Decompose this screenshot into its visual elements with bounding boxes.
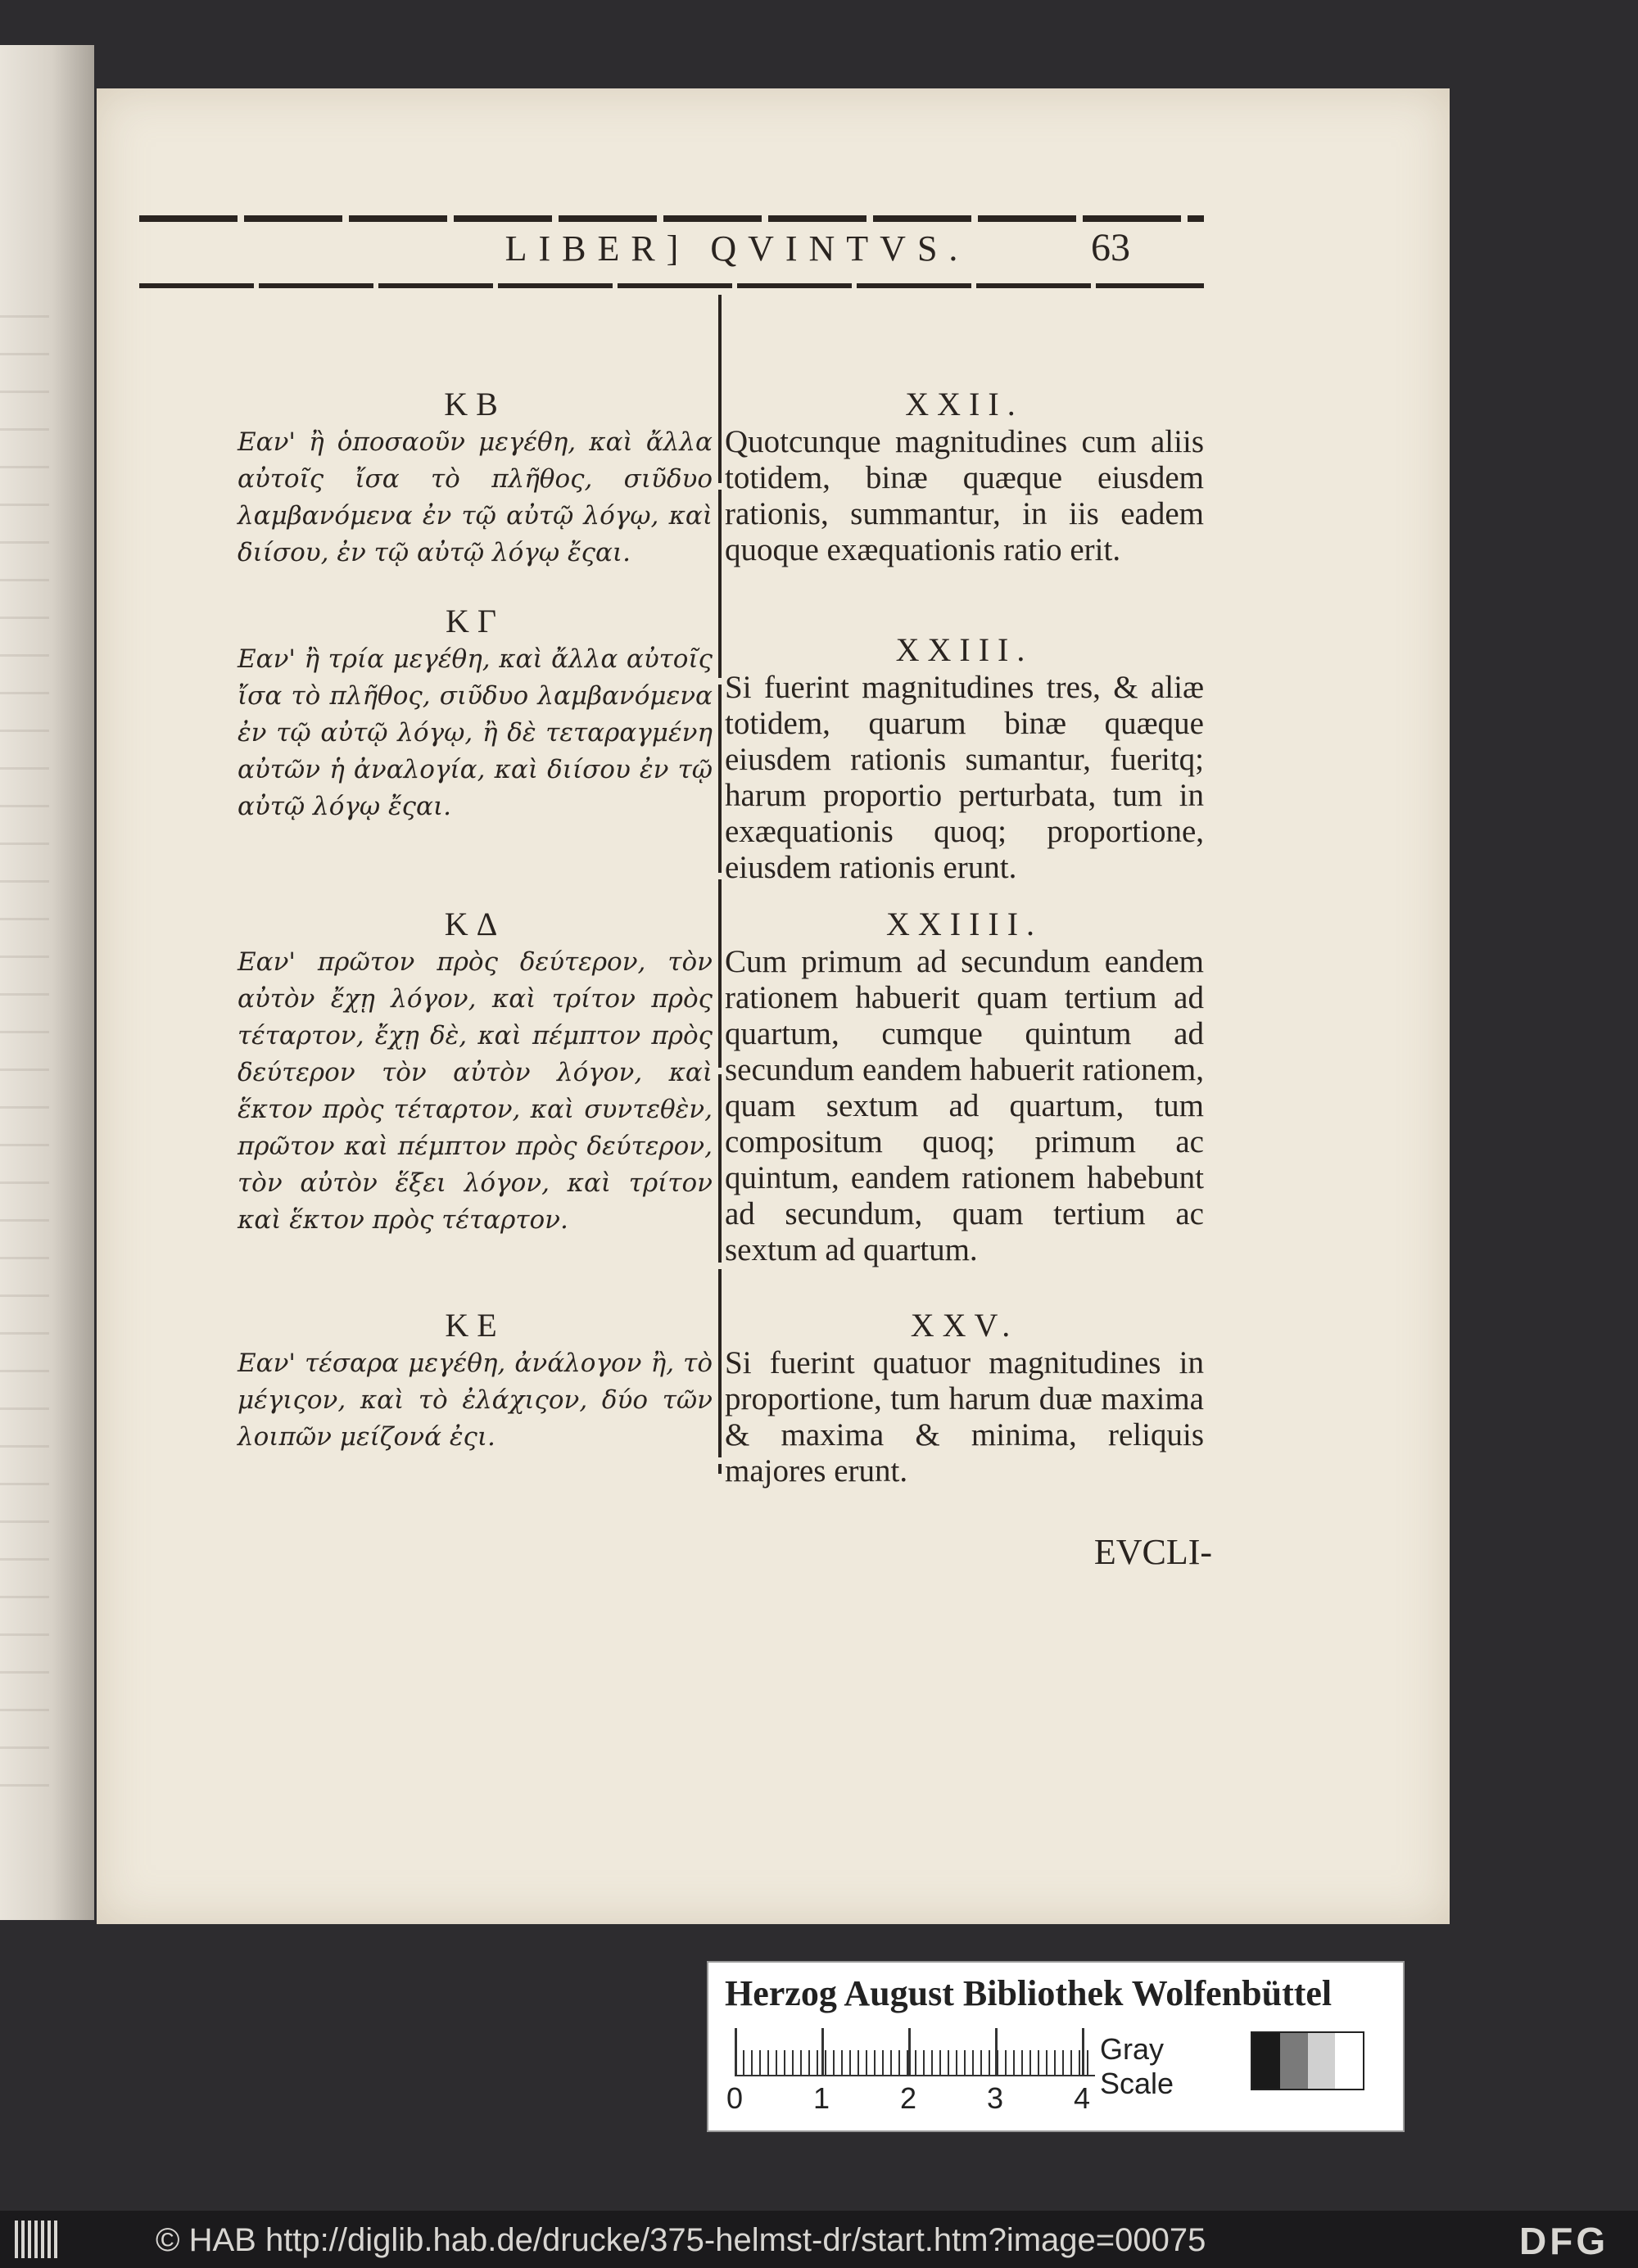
running-title: LIBER] QVINTVS. (505, 228, 970, 269)
grayscale-patch (1252, 2033, 1280, 2089)
scale-ruler-digits (726, 2081, 1103, 2122)
greek-proposition (238, 602, 713, 825)
grayscale-patch (1308, 2033, 1336, 2089)
proposition-text: Si fuerint quatuor magnitudines in proportione, tum harum duæ maxima & maxima & minima, reliquis majores erunt. (725, 1345, 1204, 1489)
dfg-logo: DFG (1519, 2220, 1609, 2262)
proposition-number: ΚΓ (445, 603, 505, 639)
proposition-number: XXIIII. (885, 906, 1043, 942)
greek-proposition (238, 905, 713, 1239)
proposition-text: Si fuerint magnitudines tres, & aliæ totidem, quarum binæ quæque eiusdem rationis sumantur, fueritq; harum proportio perturbata, tum in exæquationis quoq; proportione, eiusdem rationis erunt. (725, 670, 1204, 885)
latin-proposition (725, 385, 1204, 568)
proposition-text: Εαν' ἢ ὁποσαοῦν μεγέθη, καὶ ἄλλα αὐτοῖς ἴσα τὸ πλῆθος, σιῦδυο λαμβανόμενα ἐν τῷ αὐτῷ λόγῳ, καὶ διίσου, ἐν τῷ αὐτῷ λόγῳ ἔςαι. (238, 427, 713, 567)
column-divider (718, 295, 722, 1474)
ruler-digit: 0 (726, 2081, 744, 2115)
proposition-number: XXII. (905, 386, 1024, 422)
latin-proposition (725, 630, 1204, 886)
grayscale-patch (1280, 2033, 1308, 2089)
grayscale-label: Gray Scale (1100, 2032, 1174, 2100)
proposition-text: Εαν' τέσαρα μεγέθη, ἀνάλογον ἢ, τὸ μέγιςον, καὶ τὸ ἐλάχιςον, δύο τῶν λοιπῶν μείζονά ἐςι. (238, 1349, 713, 1452)
proposition-text: Quotcunque magnitudines cum aliis totidem, binæ quæque eiusdem rationis, summantur, in iis eadem quoque exæquationis ratio erit. (725, 424, 1204, 567)
adjacent-page-edge (0, 45, 94, 1920)
grayscale-patch (1335, 2033, 1363, 2089)
ornamental-rule-top (139, 215, 1204, 222)
latin-proposition (725, 1306, 1204, 1489)
footer-copyright: © HAB http://diglib.hab.de/drucke/375-helmst-dr/start.htm?image=00075 (156, 2222, 1206, 2258)
proposition-number: ΚΒ (444, 386, 506, 422)
proposition-number: ΚΔ (444, 906, 506, 942)
proposition-text: Εαν' ἢ τρία μεγέθη, καὶ ἄλλα αὐτοῖς ἴσα τὸ πλῆθος, σιῦδυο λαμβανόμενα ἐν τῷ αὐτῷ λόγῳ, ἢ δὲ τεταραγμένη αὐτῶν ἡ ἀναλογία, καὶ διίσου ἐν τῷ αὐτῷ λόγῳ ἔςαι. (238, 644, 713, 821)
proposition-text: Cum primum ad secundum eandem rationem habuerit quam tertium ad quartum, cumque quintum ad secundum eandem habuerit rationem, quam sextum ad quartum, tum compositum quoq; primum ac quintum, eandem rationem habebunt ad secundum, quam tertium ac sextum ad quartum. (725, 944, 1204, 1267)
proposition-number: ΚΕ (445, 1307, 505, 1344)
catchword: EVCLI- (1093, 1532, 1212, 1572)
page-number: 63 (1091, 226, 1130, 269)
bleed-through-text (0, 315, 49, 1789)
ruler-digit: 2 (900, 2081, 917, 2115)
ruler-digit: 4 (1074, 2081, 1091, 2115)
proposition-number: XXIII. (895, 631, 1034, 668)
ruler-digit: 1 (813, 2081, 830, 2115)
greek-proposition (238, 385, 713, 572)
proposition-number: XXV. (910, 1307, 1019, 1344)
ornamental-rule-head (139, 283, 1204, 288)
grayscale-swatch (1251, 2031, 1364, 2090)
library-label-card (707, 1961, 1405, 2132)
library-name: Herzog August Bibliothek Wolfenbüttel (725, 1973, 1333, 2013)
greek-proposition (238, 1306, 713, 1456)
scale-ruler-major-ticks (735, 2028, 1095, 2075)
barcode-icon (15, 2221, 61, 2258)
latin-proposition (725, 905, 1204, 1268)
footer-bar (0, 2211, 1638, 2268)
ruler-digit: 3 (987, 2081, 1004, 2115)
proposition-text: Εαν' πρῶτον πρὸς δεύτερον, τὸν αὐτὸν ἔχῃ λόγον, καὶ τρίτον πρὸς τέταρτον, ἔχῃ δὲ, καὶ πέμπτον πρὸς δεύτερον τὸν αὐτὸν λόγον, καὶ ἕκτον πρὸς τέταρτον, καὶ συντεθὲν, πρῶτον καὶ πέμπτον πρὸς δεύτερον, τὸν αὐτὸν ἕξει λόγον, καὶ τρίτον καὶ ἕκτον πρὸς τέταρτον. (238, 947, 713, 1235)
